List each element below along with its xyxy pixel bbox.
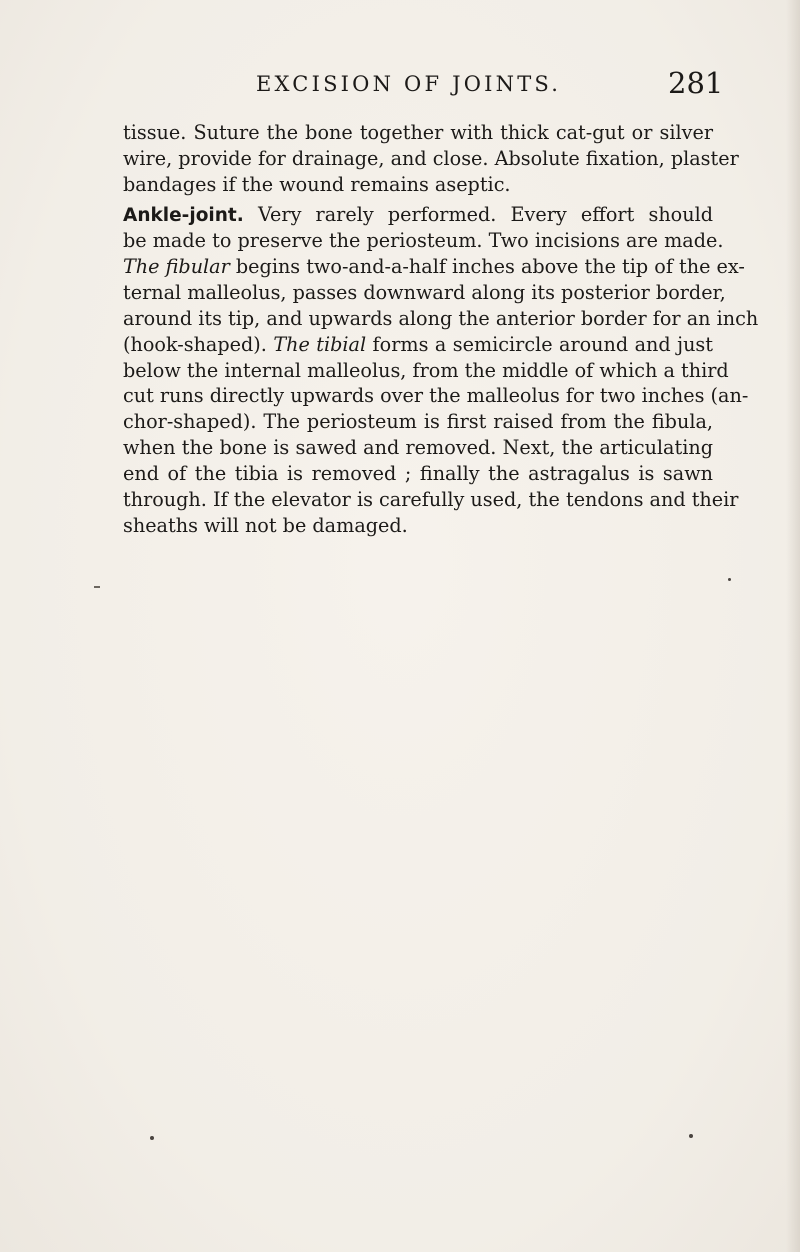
text-fragment: (hook-shaped). xyxy=(123,332,274,356)
text-line: below the internal malleolus, from the middle of which a third xyxy=(123,358,729,382)
text-fragment: begins two-and-a-half inches above the tip of the ex- xyxy=(229,255,745,279)
italic-term-tibial: The tibial xyxy=(273,332,367,356)
text-line: tissue. Suture the bone together with thick cat-gut or silver xyxy=(123,121,713,144)
paper-speck xyxy=(150,1136,154,1140)
paragraph-suture xyxy=(123,120,739,198)
paper-speck xyxy=(94,586,100,588)
paper-speck xyxy=(728,578,731,581)
text-line: when the bone is sawed and removed. Next, the articulating xyxy=(123,436,713,460)
text-line: end of the tibia is removed ; finally the astragalus is sawn xyxy=(123,461,713,485)
text-fragment: Very rarely performed. Every effort should xyxy=(243,202,713,226)
text-line: around its tip, and upwards along the anterior border for an inch xyxy=(123,306,759,330)
text-line xyxy=(123,202,713,229)
text-line xyxy=(123,254,745,280)
page-header xyxy=(0,66,800,106)
body-text xyxy=(123,120,759,539)
paper-speck xyxy=(689,1134,693,1138)
text-line: chor-shaped). The periosteum is first raised from the fibula, xyxy=(123,410,713,434)
text-line: wire, provide for drainage, and close. Absolute fixation, plaster xyxy=(123,146,739,170)
page-number: 281 xyxy=(668,66,724,100)
running-title: EXCISION OF JOINTS. xyxy=(256,72,562,96)
section-heading-ankle-joint: Ankle-joint. xyxy=(123,204,244,226)
text-line: bandages if the wound remains aseptic. xyxy=(123,172,511,196)
page-edge-shadow xyxy=(786,0,800,1252)
italic-term-fibular: The fibular xyxy=(123,255,230,279)
text-line: sheaths will not be damaged. xyxy=(123,513,408,537)
text-line: through. If the elevator is carefully used, the tendons and their xyxy=(123,487,739,511)
paragraph-ankle-joint xyxy=(123,202,759,539)
text-fragment: forms a semicircle around and just xyxy=(366,332,713,356)
text-line: cut runs directly upwards over the malleolus for two inches (an- xyxy=(123,384,749,408)
text-line xyxy=(123,332,713,358)
text-line: ternal malleolus, passes downward along its posterior border, xyxy=(123,281,726,305)
text-line: be made to preserve the periosteum. Two incisions are made. xyxy=(123,229,724,253)
